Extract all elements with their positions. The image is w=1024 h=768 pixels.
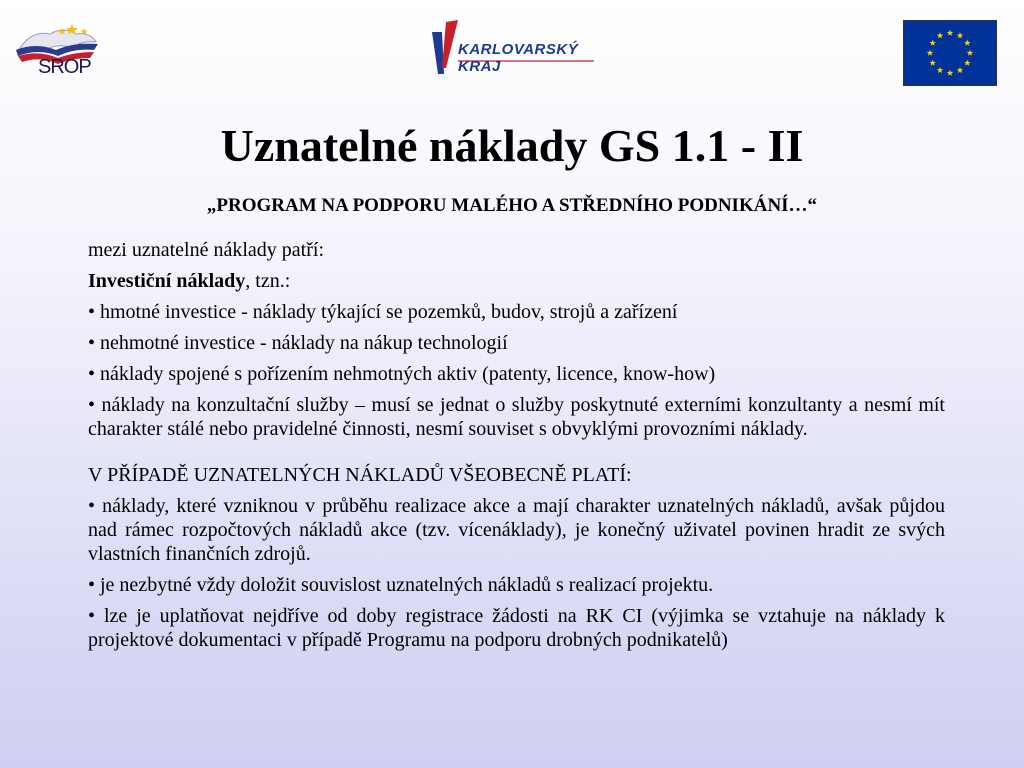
bullet-item: • je nezbytné vždy doložit souvislost uznatelných nákladů s realizací projektu. [88,574,714,596]
srop-logo-text: SROP [38,56,91,78]
bullet-item: • lze je uplatňovat nejdříve od doby registrace žádosti na RK CI (výjimka se vztahuje na náklady k projektové dokumentaci v případě Programu na podporu drobných podnikatelů) [88,605,945,651]
page-title: Uznatelné náklady GS 1.1 - II [220,120,804,171]
bullet-item: • hmotné investice - náklady týkající se pozemků, budov, strojů a zařízení [88,301,678,323]
bullet-item: • nehmotné investice - náklady na nákup technologií [88,332,508,354]
content-body [88,238,945,659]
invest-suffix: , tzn.: [245,270,291,292]
eu-flag-icon [903,20,997,86]
invest-label: Investiční náklady [88,270,246,292]
bullet-item: • náklady na konzultační služby – musí se jednat o služby poskytnuté externími konzultanty a nesmí mít charakter stálé nebo pravidelné činnosti, nesmí souviset s obvyklými provozními náklady. [88,394,945,440]
bullet-item: • náklady, které vzniknou v průběhu realizace akce a mají charakter uznatelných nákladů, avšak půjdou nad rámec rozpočtových nákladů akce (tzv. vícenáklady), je konečný uživatel povinen hradit ze svých vlastních finančních zdrojů. [88,495,945,565]
invest-line [88,269,945,293]
karlovarsky-logo-line1: KARLOVARSKÝ [458,41,579,58]
subtitle: „PROGRAM NA PODPORU MALÉHO A STŘEDNÍHO PODNIKÁNÍ…“ [206,195,818,216]
bullet-item: • náklady spojené s pořízením nehmotných aktiv (patenty, licence, know-how) [88,363,716,385]
karlovarsky-logo-line2: KRAJ [458,58,501,75]
intro-text: mezi uznatelné náklady patří: [88,239,325,261]
section2-heading: V PŘÍPADĚ UZNATELNÝCH NÁKLADŮ VŠEOBECNĚ PLATÍ: [88,464,632,486]
